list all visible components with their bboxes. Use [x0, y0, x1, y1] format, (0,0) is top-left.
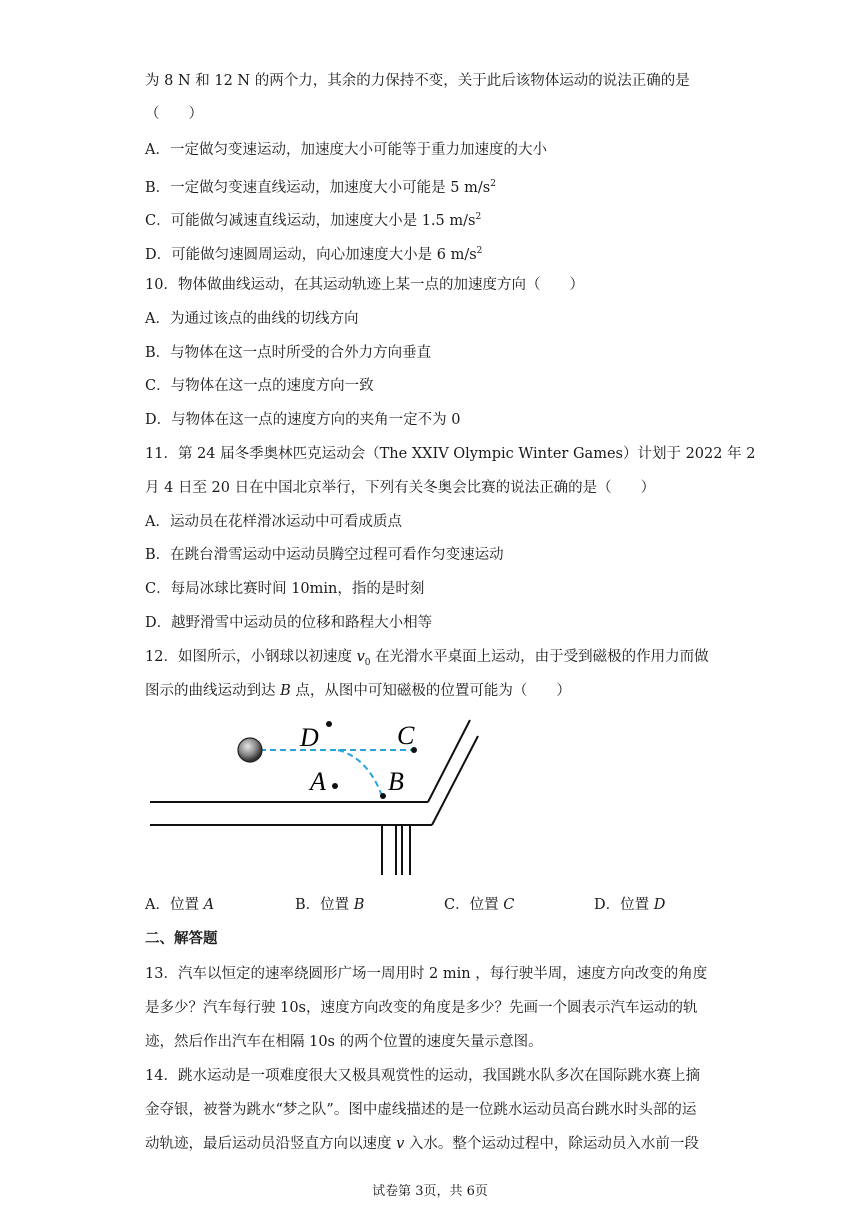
q11-option-a: A．运动员在花样滑冰运动中可看成质点: [145, 514, 402, 530]
q10-option-d: D．与物体在这一点的速度方向的夹角一定不为 0: [145, 412, 461, 428]
q14-line1: 14．跳水运动是一项难度很大又极具观赏性的运动，我国跳水队多次在国际跳水赛上摘: [145, 1068, 700, 1084]
q11-option-c: C．每局冰球比赛时间 10min，指的是时刻: [145, 581, 425, 597]
q12-figure: [140, 710, 500, 880]
q12-stem-line1: 12．如图所示，小钢球以初速度 $v_0$ 在光滑水平桌面上运动，由于受到磁极的作用力而做: [145, 649, 709, 668]
steel-ball: [238, 738, 262, 762]
q12-option-d: D．位置 D: [594, 897, 666, 913]
q10-option-c: C．与物体在这一点的速度方向一致: [145, 378, 374, 394]
q12-option-c: C．位置 C: [444, 897, 515, 913]
q12-option-b: B．位置 B: [295, 897, 365, 913]
q11-stem-line2: 月 4 日至 20 日在中国北京举行，下列有关冬奥会比赛的说法正确的是（ ）: [145, 480, 656, 496]
q11-option-d: D．越野滑雪中运动员的位移和路程大小相等: [145, 615, 433, 631]
label-c: C: [397, 721, 415, 750]
q9-option-a: A．一定做匀变速运动，加速度大小可能等于重力加速度的大小: [145, 142, 547, 158]
page-footer: 试卷第 3页，共 6页: [372, 1184, 488, 1199]
curved-path: [338, 750, 382, 796]
q12-option-a: A．位置 A: [145, 897, 215, 913]
q10-stem: 10．物体做曲线运动，在其运动轨迹上某一点的加速度方向（ ）: [145, 277, 584, 293]
point-d: [326, 721, 332, 727]
point-b: [380, 793, 386, 799]
table-edge-outer-diag: [428, 720, 470, 802]
q14-line2: 金夺银，被誉为跳水“梦之队”。图中虚线描述的是一位跳水运动员高台跳水时头部的运: [145, 1102, 697, 1118]
q13-line2: 是多少？汽车每行驶 10s，速度方向改变的角度是多少？先画一个圆表示汽车运动的轨: [145, 1000, 698, 1016]
q10-option-b: B．与物体在这一点时所受的合外力方向垂直: [145, 345, 432, 361]
q9-option-d: D．可能做匀速圆周运动，向心加速度大小是 6 $m/s^2$: [145, 246, 483, 263]
q12-stem-line2: 图示的曲线运动到达 B 点，从图中可知磁极的位置可能为（ ）: [145, 683, 571, 699]
q13-line1: 13．汽车以恒定的速率绕圆形广场一周用时 2 min ，每行驶半周，速度方向改变的角度: [145, 966, 708, 982]
q9-stem-continuation: 为 8 N 和 12 N 的两个力，其余的力保持不变，关于此后该物体运动的说法正确的是: [145, 73, 690, 89]
point-a: [332, 783, 338, 789]
q10-option-a: A．为通过该点的曲线的切线方向: [145, 311, 359, 327]
label-d: D: [300, 723, 319, 752]
q14-line3: 动轨迹，最后运动员沿竖直方向以速度 v 入水。整个运动过程中，除运动员入水前一段: [145, 1136, 699, 1152]
section-heading: 二、解答题: [145, 930, 218, 947]
label-b: B: [388, 767, 404, 796]
q13-line3: 迹，然后作出汽车在相隔 10s 的两个位置的速度矢量示意图。: [145, 1034, 543, 1050]
q9-answer-blank: （ ）: [145, 106, 203, 122]
q9-option-b: B．一定做匀变速直线运动，加速度大小可能是 5 $m/s^2$: [145, 179, 496, 196]
label-a: A: [310, 767, 326, 796]
q9-option-c: C．可能做匀减速直线运动，加速度大小是 1.5 $m/s^2$: [145, 212, 482, 229]
q11-option-b: B．在跳台滑雪运动中运动员腾空过程可看作匀变速运动: [145, 547, 504, 563]
q11-stem-line1: 11．第 24 届冬季奥林匹克运动会（The XXIV Olympic Winter Games）计划于 2022 年 2: [145, 446, 756, 462]
